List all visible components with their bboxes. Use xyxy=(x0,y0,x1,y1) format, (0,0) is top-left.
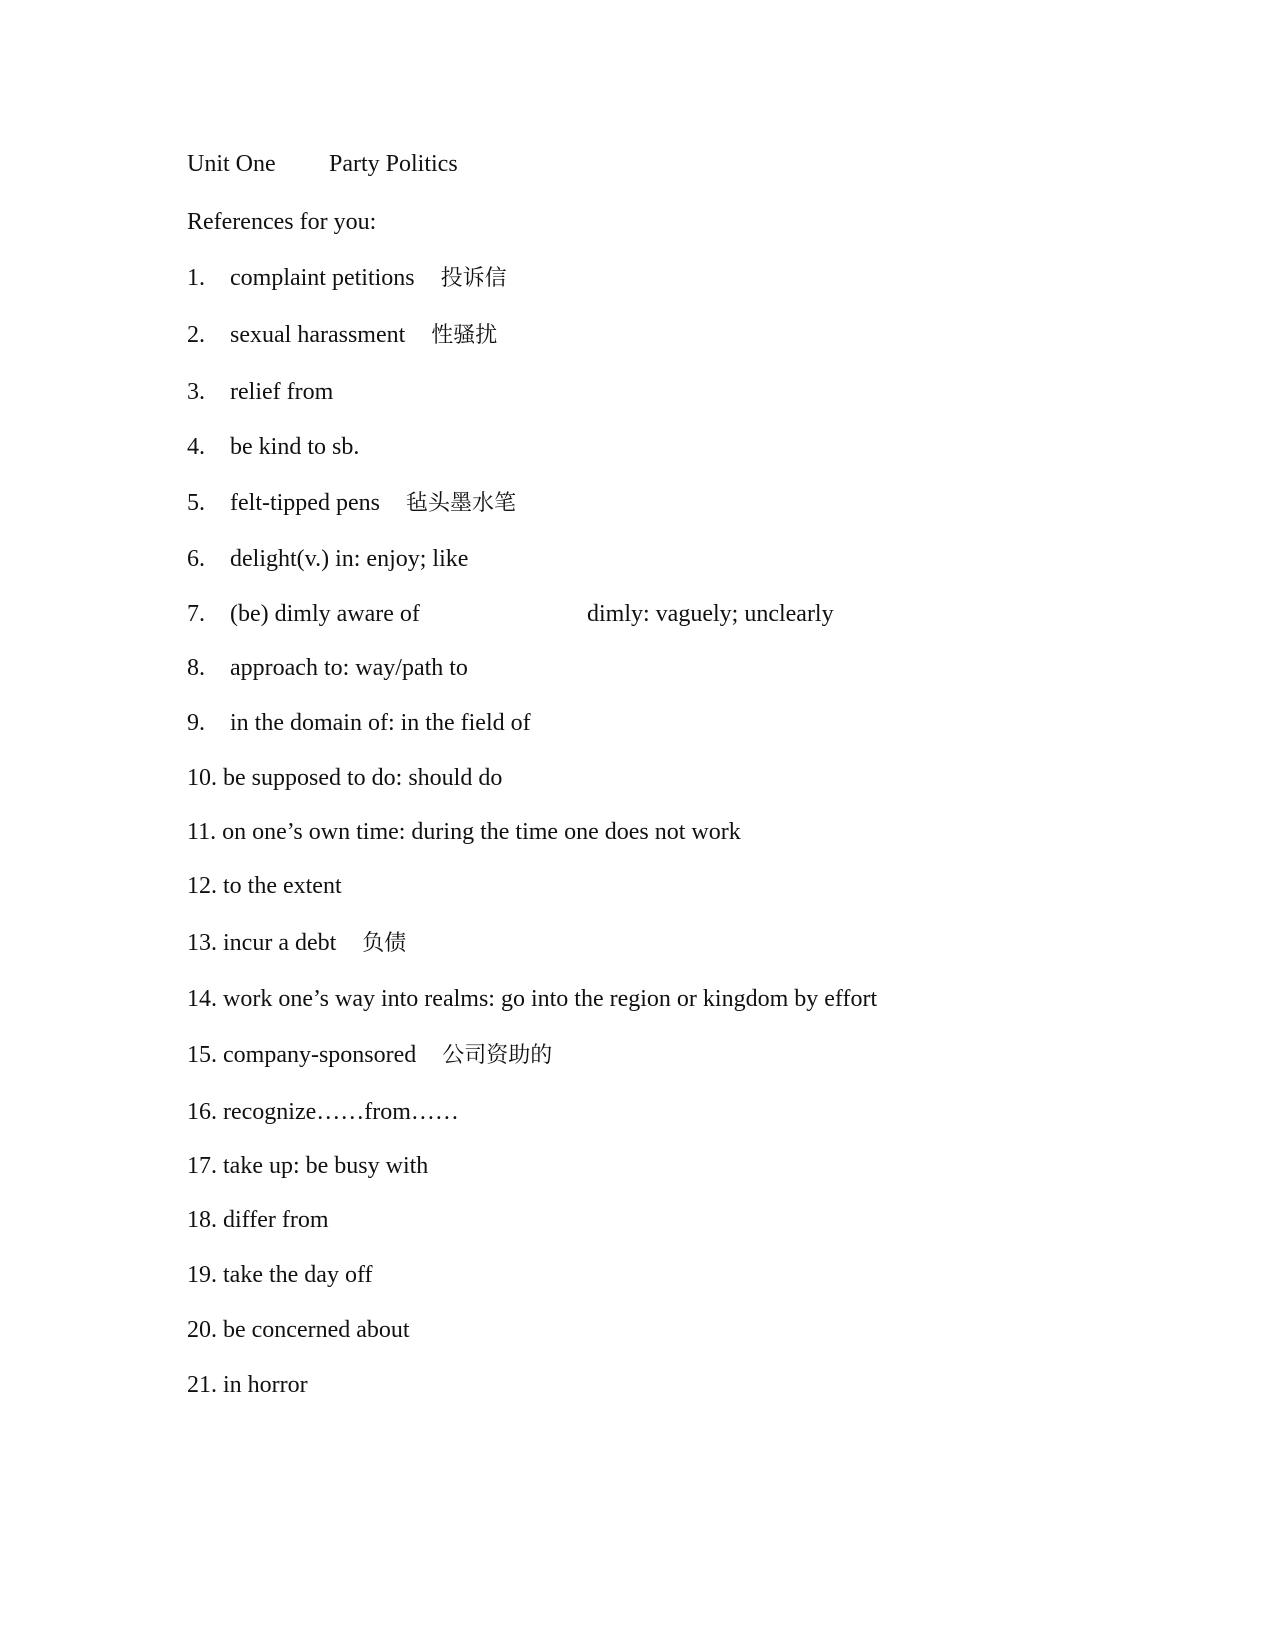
list-item xyxy=(187,488,516,519)
item-number: 12. xyxy=(187,873,217,899)
list-item xyxy=(187,432,359,462)
list-item xyxy=(187,1040,552,1071)
item-number: 18. xyxy=(187,1207,217,1233)
list-item xyxy=(187,763,502,793)
item-number: 14. xyxy=(187,986,217,1012)
item-translation: 投诉信 xyxy=(440,266,507,291)
item-number: 6. xyxy=(187,546,205,572)
item-number: 13. xyxy=(187,930,217,956)
item-phrase: be kind to sb. xyxy=(230,434,360,460)
item-number: 17. xyxy=(187,1153,217,1179)
item-translation: 负债 xyxy=(362,931,407,956)
list-item xyxy=(187,1205,329,1235)
list-item xyxy=(187,544,468,574)
list-item xyxy=(187,817,741,847)
item-phrase: work one’s way into realms: go into the region or kingdom by effort xyxy=(223,986,878,1012)
item-number: 16. xyxy=(187,1099,217,1125)
item-translation: 公司资助的 xyxy=(442,1043,553,1068)
item-number: 20. xyxy=(187,1317,217,1343)
item-phrase: recognize……from…… xyxy=(223,1099,459,1125)
item-number: 3. xyxy=(187,379,205,405)
item-phrase: in the domain of: in the field of xyxy=(230,710,531,736)
item-phrase: complaint petitions xyxy=(230,265,415,291)
list-item xyxy=(187,599,834,629)
item-translation: 毡头墨水笔 xyxy=(405,491,516,516)
unit-title: Party Politics xyxy=(329,151,458,177)
item-phrase: in horror xyxy=(223,1372,308,1398)
list-item xyxy=(187,653,468,683)
references-label: References for you: xyxy=(187,209,377,235)
item-phrase: felt-tipped pens xyxy=(230,490,380,516)
item-number: 19. xyxy=(187,1262,217,1288)
item-phrase: (be) dimly aware of xyxy=(230,601,420,627)
item-definition: dimly: vaguely; unclearly xyxy=(587,601,834,627)
item-number: 9. xyxy=(187,710,205,736)
item-number: 5. xyxy=(187,490,205,516)
list-item xyxy=(187,320,497,351)
item-phrase: incur a debt xyxy=(223,930,337,956)
item-phrase: take up: be busy with xyxy=(223,1153,429,1179)
item-phrase: on one’s own time: during the time one does not work xyxy=(222,819,741,845)
list-item xyxy=(187,1370,308,1400)
item-number: 2. xyxy=(187,322,205,348)
item-number: 7. xyxy=(187,601,205,627)
item-number: 8. xyxy=(187,655,205,681)
item-number: 11. xyxy=(187,819,217,845)
item-phrase: be supposed to do: should do xyxy=(223,765,503,791)
item-translation: 性骚扰 xyxy=(431,323,498,348)
list-item xyxy=(187,984,877,1014)
item-phrase: to the extent xyxy=(223,873,342,899)
list-item xyxy=(187,1260,373,1290)
list-item xyxy=(187,1151,428,1181)
item-phrase: sexual harassment xyxy=(230,322,406,348)
item-number: 1. xyxy=(187,265,205,291)
item-phrase: differ from xyxy=(223,1207,329,1233)
item-phrase: take the day off xyxy=(223,1262,373,1288)
list-item xyxy=(187,377,333,407)
list-item xyxy=(187,928,406,959)
list-item xyxy=(187,708,531,738)
item-number: 15. xyxy=(187,1042,217,1068)
item-phrase: be concerned about xyxy=(223,1317,410,1343)
item-number: 10. xyxy=(187,765,217,791)
item-phrase: company-sponsored xyxy=(223,1042,417,1068)
list-item xyxy=(187,871,342,901)
item-phrase: delight(v.) in: enjoy; like xyxy=(230,546,469,572)
unit-heading xyxy=(187,149,458,179)
list-item xyxy=(187,1097,459,1127)
item-phrase: approach to: way/path to xyxy=(230,655,468,681)
unit-number: Unit One xyxy=(187,151,276,177)
list-item xyxy=(187,263,507,294)
list-item xyxy=(187,1315,410,1345)
item-number: 21. xyxy=(187,1372,217,1398)
item-phrase: relief from xyxy=(230,379,334,405)
item-number: 4. xyxy=(187,434,205,460)
